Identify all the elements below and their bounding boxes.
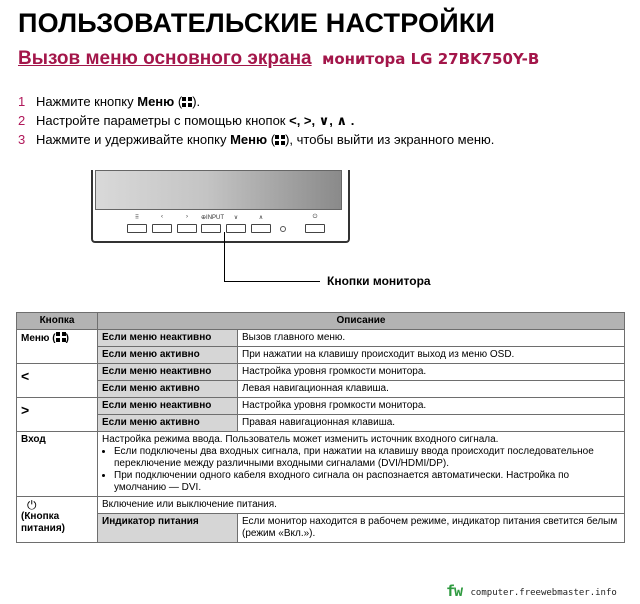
header-key: Кнопка	[17, 313, 98, 330]
right-button-label: ›	[186, 214, 188, 220]
input-button-label: ⊕INPUT	[201, 215, 225, 221]
input-description-cell	[98, 432, 625, 497]
watermark	[446, 582, 617, 600]
watermark-text: computer.freewebmaster.info	[470, 588, 617, 598]
condition-cell: Индикатор питания	[98, 514, 238, 543]
step-bold: Меню	[137, 94, 175, 109]
monitor-up-button	[251, 224, 271, 233]
right-key-cell	[17, 398, 98, 432]
table-row	[17, 514, 625, 543]
description-cell: Включение или выключение питания.	[98, 497, 625, 514]
input-bullets	[102, 446, 620, 494]
instruction-steps	[18, 92, 494, 149]
table-row	[17, 432, 625, 497]
condition-cell: Если меню активно	[98, 347, 238, 364]
step-text: Нажмите кнопку	[36, 94, 138, 109]
menu-icon	[182, 97, 192, 107]
callout-line	[224, 281, 320, 282]
subtitle-row	[18, 48, 539, 70]
condition-cell: Если меню активно	[98, 415, 238, 432]
power-key-cell	[17, 497, 98, 543]
description-cell: Настройка уровня громкости монитора.	[238, 364, 625, 381]
right-key-label: >	[21, 402, 30, 418]
condition-cell: Если меню неактивно	[98, 364, 238, 381]
header-desc: Описание	[98, 313, 625, 330]
description-cell: При нажатии на клавишу происходит выход из меню OSD.	[238, 347, 625, 364]
list-item: • Если подключены два входных сигнала, при нажатии на клавишу ввода происходит последовательное переключение между различными входными сигналами (DVI/HDMI/DP).	[114, 446, 620, 470]
left-button-label: ‹	[161, 214, 163, 220]
monitor-input-button	[201, 224, 221, 233]
monitor-left-button	[152, 224, 172, 233]
button-description-table	[16, 312, 625, 543]
step-text-end: ).	[192, 94, 201, 109]
table-row	[17, 364, 625, 381]
condition-cell: Если меню неактивно	[98, 398, 238, 415]
condition-cell: Если меню неактивно	[98, 330, 238, 347]
power-button-label: ⏻	[312, 214, 318, 220]
step-number: 2	[18, 113, 26, 128]
menu-icon	[56, 332, 66, 342]
step-text: Нажмите и удерживайте кнопку	[36, 132, 231, 147]
table-row	[17, 330, 625, 347]
monitor-down-button	[226, 224, 246, 233]
step-2	[18, 111, 494, 130]
description-cell: Левая навигационная клавиша.	[238, 381, 625, 398]
step-bold: Меню	[230, 132, 268, 147]
monitor-screen	[95, 170, 342, 210]
watermark-logo: fw	[446, 582, 463, 600]
step-1: 1 Нажмите кнопку Меню ( ).	[18, 94, 201, 109]
description-cell: Если монитор находится в рабочем режиме, индикатор питания светится белым (режим «Вкл.»).	[238, 514, 625, 543]
table-header-row	[17, 313, 625, 330]
table-row	[17, 381, 625, 398]
table-row	[17, 497, 625, 514]
step-number: 3	[18, 132, 26, 147]
list-item: • При подключении одного кабеля входного сигнала он распознается автоматически. Настройка по умолчанию — DVI.	[114, 470, 620, 494]
power-led-indicator	[280, 226, 286, 232]
power-key-label: (Кнопка питания)	[21, 511, 65, 534]
menu-icon	[275, 135, 285, 145]
monitor-illustration	[91, 170, 350, 243]
step-3: 3 Нажмите и удерживайте кнопку Меню ( ), чтобы выйти из экранного меню.	[18, 132, 495, 147]
table-row	[17, 347, 625, 364]
menu-key-close: )	[65, 333, 69, 344]
menu-button-label: ⠿	[134, 215, 140, 221]
step-keys: <, >, ∨, ∧ .	[289, 113, 355, 128]
description-cell: Вызов главного меню.	[238, 330, 625, 347]
step-text-end: ), чтобы выйти из экранного меню.	[285, 132, 495, 147]
description-cell: Настройка уровня громкости монитора.	[238, 398, 625, 415]
up-button-label: ∧	[258, 215, 264, 221]
left-key-label: <	[21, 368, 30, 384]
condition-cell: Если меню активно	[98, 381, 238, 398]
monitor-buttons-label: Кнопки монитора	[327, 274, 431, 288]
monitor-model: монитора LG 27BK750Y-B	[322, 50, 540, 68]
down-button-label: ∨	[233, 215, 239, 221]
page-title: ПОЛЬЗОВАТЕЛЬСКИЕ НАСТРОЙКИ	[18, 8, 496, 38]
monitor-right-button	[177, 224, 197, 233]
step-number: 1	[18, 94, 26, 109]
menu-key-label: Меню (	[21, 333, 56, 344]
table-row	[17, 415, 625, 432]
input-key-cell: Вход	[17, 432, 98, 497]
input-intro: Настройка режима ввода. Пользователь может изменить источник входного сигнала.	[102, 434, 499, 445]
monitor-power-button	[305, 224, 325, 233]
monitor-menu-button	[127, 224, 147, 233]
table-row	[17, 398, 625, 415]
left-key-cell	[17, 364, 98, 398]
section-subtitle: Вызов меню основного экрана	[18, 48, 312, 69]
power-icon: ⏻	[27, 498, 37, 512]
callout-line	[224, 232, 225, 282]
menu-key-cell	[17, 330, 98, 364]
step-text: Настройте параметры с помощью кнопок	[36, 113, 286, 128]
description-cell: Правая навигационная клавиша.	[238, 415, 625, 432]
